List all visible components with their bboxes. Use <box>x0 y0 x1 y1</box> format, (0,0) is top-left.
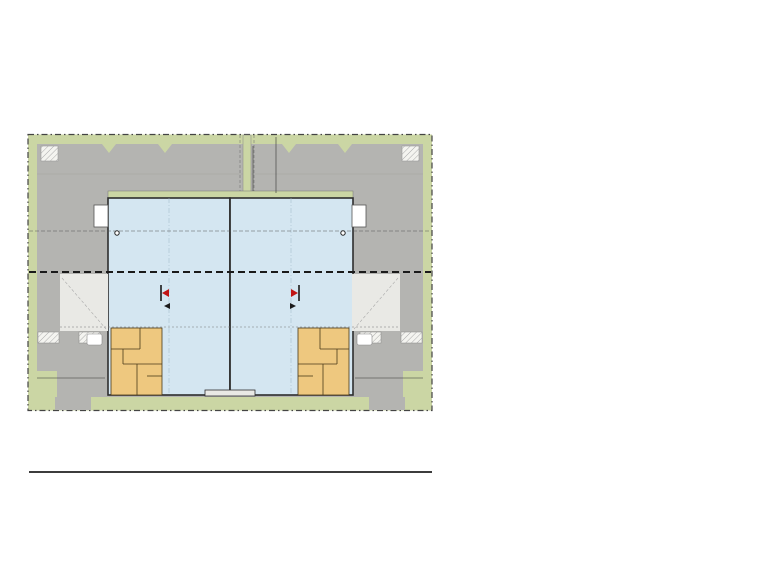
exit-drive-right <box>369 395 405 410</box>
entry-canopy-right <box>352 205 366 227</box>
entry-canopy-left <box>94 205 108 227</box>
building-table <box>29 445 432 473</box>
green-island-left <box>37 371 57 397</box>
building-step <box>205 390 255 396</box>
exit-drive-left <box>55 395 91 410</box>
green-island-right <box>403 371 423 397</box>
office-1 <box>111 328 162 395</box>
equipment-pad-right <box>357 334 372 345</box>
concrete-apron-left <box>60 274 108 331</box>
landscape-strip <box>108 191 353 198</box>
hatched-pad-topleft <box>41 146 58 161</box>
equipment-pad-left <box>87 334 102 345</box>
table-header-row <box>29 445 432 473</box>
site-plan-drawing <box>27 133 433 412</box>
hatched-pad-topright <box>402 146 419 161</box>
concrete-apron-right <box>352 274 400 331</box>
office-2 <box>298 328 349 395</box>
